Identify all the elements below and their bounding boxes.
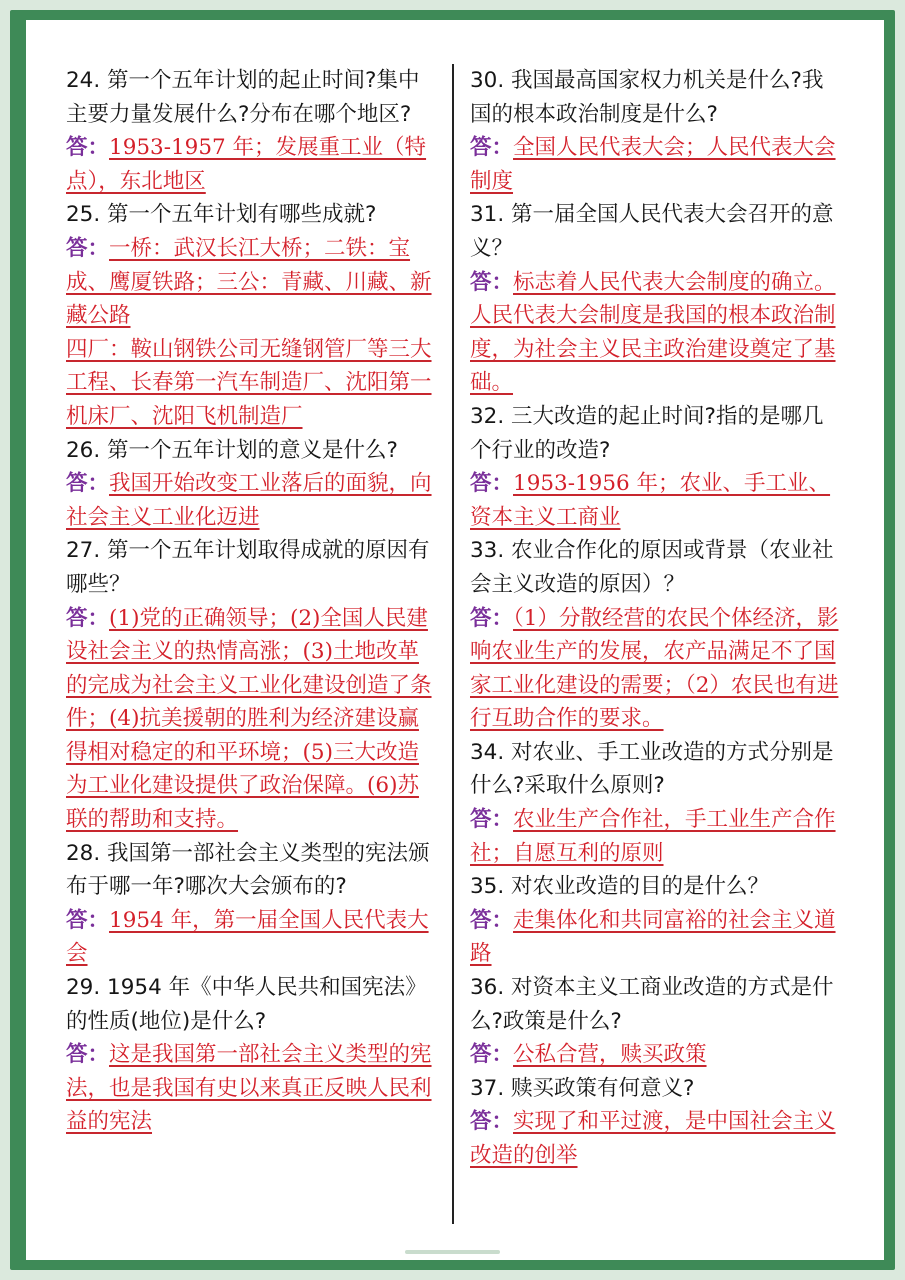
question-31: 31. 第一届全国人民代表大会召开的意义？ <box>470 202 834 261</box>
question-34: 34. 对农业、手工业改造的方式分别是什么?采取什么原则? <box>470 739 834 799</box>
qa-item-37 <box>470 1072 842 1173</box>
answer-text: 这是我国第一部社会主义类型的宪法，也是我国有史以来真正反映人民利益的宪法 <box>66 1042 432 1135</box>
question-30: 30. 我国最高国家权力机关是什么?我国的根本政治制度是什么? <box>470 68 824 127</box>
qa-item-34 <box>470 736 842 870</box>
answer-text: 1953-1956 年；农业、手工业、资本主义工商业 <box>470 471 831 530</box>
question-25: 25. 第一个五年计划有哪些成就? <box>66 202 377 228</box>
answer-30 <box>470 131 842 198</box>
question-24: 24. 第一个五年计划的起止时间?集中主要力量发展什么?分布在哪个地区? <box>66 68 420 127</box>
answer-label: 答： <box>470 1042 514 1068</box>
question-29: 29. 1954 年《中华人民共和国宪法》的性质(地位)是什么? <box>66 975 427 1034</box>
answer-label: 答： <box>470 807 514 833</box>
qa-item-35 <box>470 870 842 971</box>
answer-31 <box>470 266 842 400</box>
answer-label: 答： <box>470 269 514 295</box>
question-37: 37. 赎买政策有何意义? <box>470 1075 695 1101</box>
answer-36 <box>470 1038 842 1072</box>
answer-28 <box>66 904 438 971</box>
question-36: 36. 对资本主义工商业改造的方式是什么?政策是什么? <box>470 975 834 1034</box>
answer-29 <box>66 1038 438 1139</box>
answer-27 <box>66 602 438 837</box>
answer-33 <box>470 602 842 736</box>
qa-item-30 <box>470 64 842 198</box>
answer-text: 实现了和平过渡，是中国社会主义改造的创举 <box>470 1109 836 1168</box>
qa-item-26 <box>66 434 438 535</box>
answer-label: 答： <box>66 471 110 497</box>
answer-24 <box>66 131 438 198</box>
answer-label: 答： <box>470 605 514 631</box>
answer-label: 答： <box>470 1109 514 1135</box>
answer-26 <box>66 467 438 534</box>
qa-item-28 <box>66 837 438 971</box>
answer-label: 答： <box>66 1042 110 1068</box>
answer-32 <box>470 467 842 534</box>
answer-text: 我国开始改变工业落后的面貌，向社会主义工业化迈进 <box>66 471 432 530</box>
question-32: 32. 三大改造的起止时间?指的是哪几个行业的改造? <box>470 403 824 463</box>
qa-item-33 <box>470 534 842 736</box>
answer-text: （1）分散经营的农民个体经济，影响农业生产的发展，农产品满足不了国家工业化建设的需要；（2）农民也有进行互助合作的要求。 <box>470 605 839 732</box>
answer-label: 答： <box>470 907 514 933</box>
qa-item-25 <box>66 198 438 433</box>
answer-label: 答： <box>66 235 110 261</box>
question-26: 26. 第一个五年计划的意义是什么? <box>66 437 398 463</box>
answer-text: 四厂：鞍山钢铁公司无缝钢管厂等三大工程、长春第一汽车制造厂、沈阳第一机床厂、沈阳飞机制造厂 <box>66 336 432 429</box>
question-28: 28. 我国第一部社会主义类型的宪法颁布于哪一年?哪次大会颁布的? <box>66 840 430 900</box>
answer-text: 走集体化和共同富裕的社会主义道路 <box>470 907 836 967</box>
qa-item-24 <box>66 64 438 198</box>
answer-text: 一桥：武汉长江大桥；二铁：宝成、鹰厦铁路；三公：青藏、川藏、新藏公路 <box>66 235 432 329</box>
answer-37 <box>470 1105 842 1172</box>
answer-label: 答： <box>66 605 110 631</box>
answer-label: 答： <box>66 135 110 161</box>
qa-item-31 <box>470 198 842 400</box>
answer-text: 1953-1957 年；发展重工业（特点），东北地区 <box>66 135 427 194</box>
qa-item-32 <box>470 400 842 534</box>
answer-text: 公私合营，赎买政策 <box>513 1042 707 1068</box>
answer-label: 答： <box>470 135 514 161</box>
answer-text: (1)党的正确领导；(2)全国人民建设社会主义的热情高涨；(3)土地改革的完成为社会主义工业化建设创造了条件；(4)抗美援朝的胜利为经济建设赢得相对稳定的和平环境；(5)三大改造为工业化建设提供了政治保障。(6)苏联的帮助和支持。 <box>66 605 432 833</box>
answer-text: 1954 年，第一届全国人民代表大会 <box>66 907 429 967</box>
question-33: 33. 农业合作化的原因或背景（农业社会主义改造的原因）？ <box>470 538 834 597</box>
footer-watermark <box>405 1250 500 1254</box>
answer-label: 答： <box>66 907 110 933</box>
right-column <box>470 64 842 1173</box>
answer-34 <box>470 803 842 870</box>
answer-35 <box>470 904 842 971</box>
question-27: 27. 第一个五年计划取得成就的原因有哪些？ <box>66 538 430 597</box>
qa-item-29 <box>66 971 438 1139</box>
qa-item-27 <box>66 534 438 836</box>
answer-text: 全国人民代表大会；人民代表大会制度 <box>470 135 836 194</box>
answer-25 <box>66 232 438 434</box>
question-35: 35. 对农业改造的目的是什么？ <box>470 874 770 900</box>
answer-text: 农业生产合作社，手工业生产合作社；自愿互利的原则 <box>470 807 836 866</box>
answer-text: 标志着人民代表大会制度的确立。人民代表大会制度是我国的根本政治制度，为社会主义民主政治建设奠定了基础。 <box>470 269 836 396</box>
left-column <box>66 64 438 1139</box>
column-divider <box>452 64 454 1224</box>
answer-label: 答： <box>470 471 514 497</box>
qa-item-36 <box>470 971 842 1072</box>
